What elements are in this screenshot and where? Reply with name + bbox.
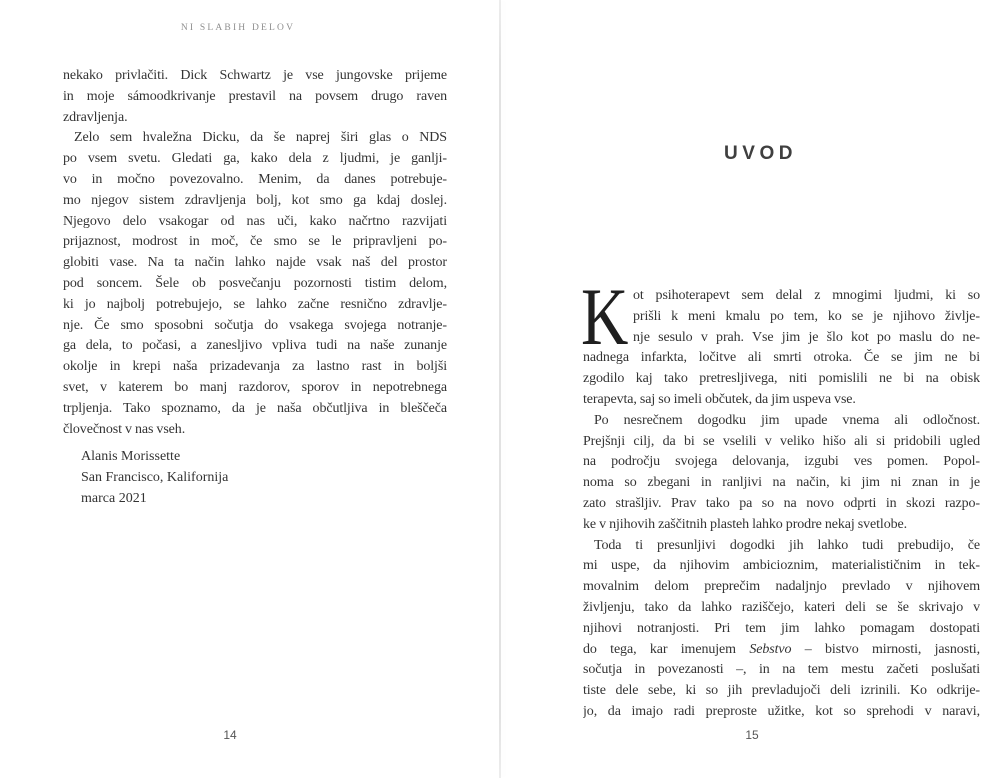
text-line: prijaznost, modrost in moč, če smo se le pripravljeni po- <box>63 234 447 250</box>
text-line: po vsem svetu. Gledati ga, kako dela z ljudmi, je ganlji- <box>63 151 447 167</box>
text-line: terapevta, saj so imeli občutek, da jim uspeva vse. <box>583 391 856 407</box>
text-line: Zelo sem hvaležna Dicku, da še naprej širi glas o NDS <box>74 130 447 146</box>
text-line: nadnega infarkta, ločitve ali smrti otroka. Če se jim ne bi <box>583 350 980 366</box>
signature-date: marca 2021 <box>81 490 147 506</box>
drop-cap <box>581 271 633 362</box>
text-line: jo, da imajo radi preproste užitke, kot so sprehodi v naravi, <box>583 703 980 719</box>
text-line: mo njegov sistem zdravljenja bolj, kot smo ga kdaj doslej. <box>63 192 447 208</box>
text-line: ot psihoterapevt sem delal z mnogimi ljudmi, ki so <box>633 288 980 303</box>
text-line: svet, v katerem bo manj razdorov, sporov in nepotrebnega <box>63 379 447 395</box>
page-gutter-divider <box>499 0 501 778</box>
right-page-text <box>581 271 980 723</box>
text-line: ga dela, to počasi, a zanesljivo vpliva tudi na naše zunanje <box>63 338 447 354</box>
text-line: okolje in krepi naša prizadevanja za lastno rast in boljši <box>63 359 447 375</box>
drop-cap-letter: K <box>581 271 629 362</box>
italic-term: Sebstvo <box>749 641 792 657</box>
text-line: tiste dele sebe, ki so jih prevladujoči deli izrinili. Ko odkrije- <box>583 683 980 699</box>
left-page-text <box>63 66 447 510</box>
text-line: zgodilo kaj tako pretresljivega, niti pomislili ne bi na obisk <box>583 371 980 387</box>
text-line: nje. Če smo sposobni sočutja do vsakega svojega notranje- <box>63 317 447 333</box>
text-line <box>583 640 980 661</box>
text-line: nekako privlačiti. Dick Schwartz je vse jungovske prijeme <box>63 68 447 83</box>
text-line: ke v njihovih zaščitnih plasteh lahko prodre nekaj svetlobe. <box>583 516 908 532</box>
text-line: vo in močno povezovalno. Menim, da danes potrebuje- <box>63 171 447 187</box>
text-segment: – bistvo mirnosti, jasnosti, <box>791 641 980 657</box>
text-line: zato strašljiv. Prav tako pa so na novo odprti in skozi razpo- <box>583 495 980 511</box>
text-line: mi uspe, da njihovim ambicioznim, materialističnim in tek- <box>583 558 980 574</box>
text-line: noma so zbegani in ranljivi na način, ki jim ni znan in je <box>583 475 980 491</box>
text-line: Prejšnji cilj, da bi se vselili v veliko hišo ali si pridobili ugled <box>583 433 980 449</box>
text-line: sočutja in povezanosti –, in na tem mestu začeti poslušati <box>583 662 980 678</box>
text-line: na področju svojega delovanja, izgubi ves pomen. Popol- <box>583 454 980 470</box>
text-line: pod soncem. Šele ob posvečanju pozornosti tistim delom, <box>63 275 447 291</box>
signature-gap <box>63 440 447 447</box>
text-line: in moje sámoodkrivanje prestavil na povsem drugo raven <box>63 88 447 104</box>
text-line: prišli k meni kmalu po tem, ko se je njihovo življe- <box>633 308 980 324</box>
page-number-right: 15 <box>745 728 759 742</box>
text-line: zdravljenja. <box>63 109 128 125</box>
text-line: Njegovo delo vsakogar od nas uči, kako načrtno razvijati <box>63 213 447 229</box>
text-line: globiti vase. Na ta način lahko najde vsak naš del prostor <box>63 255 447 271</box>
text-line: ki jo najbolj potrebujejo, se lahko začne resnično zdravlje- <box>63 296 447 312</box>
signature-place: San Francisco, Kalifornija <box>81 470 229 486</box>
text-line: življenju, tako da lahko raziščejo, kateri deli se še skrivajo v <box>583 599 980 615</box>
text-line: njihovi notranjosti. Pri tem jim lahko pomagam dostopati <box>583 620 980 636</box>
text-line: Toda ti presunljivi dogodki jih lahko tudi prebudijo, če <box>594 537 980 553</box>
text-line: trpljenja. Tako spoznamo, da je naša občutljiva in bleščeča <box>63 400 447 416</box>
text-segment: do tega, kar imenujem <box>583 641 750 657</box>
text-line: nje sesulo v prah. Vse jim je šlo kot po maslu do ne- <box>633 329 980 345</box>
signature-name: Alanis Morissette <box>81 449 181 465</box>
text-line: človečnost v nas vseh. <box>63 421 186 437</box>
page-number-left: 14 <box>223 728 237 742</box>
running-head: NI SLABIH DELOV <box>180 23 296 33</box>
text-line: Po nesrečnem dogodku jim upade vnema ali odločnost. <box>594 412 980 428</box>
text-line: movalnim delom preprečim nadaljnjo prevlado v njihovem <box>583 579 980 595</box>
chapter-title: UVOD <box>724 143 797 164</box>
